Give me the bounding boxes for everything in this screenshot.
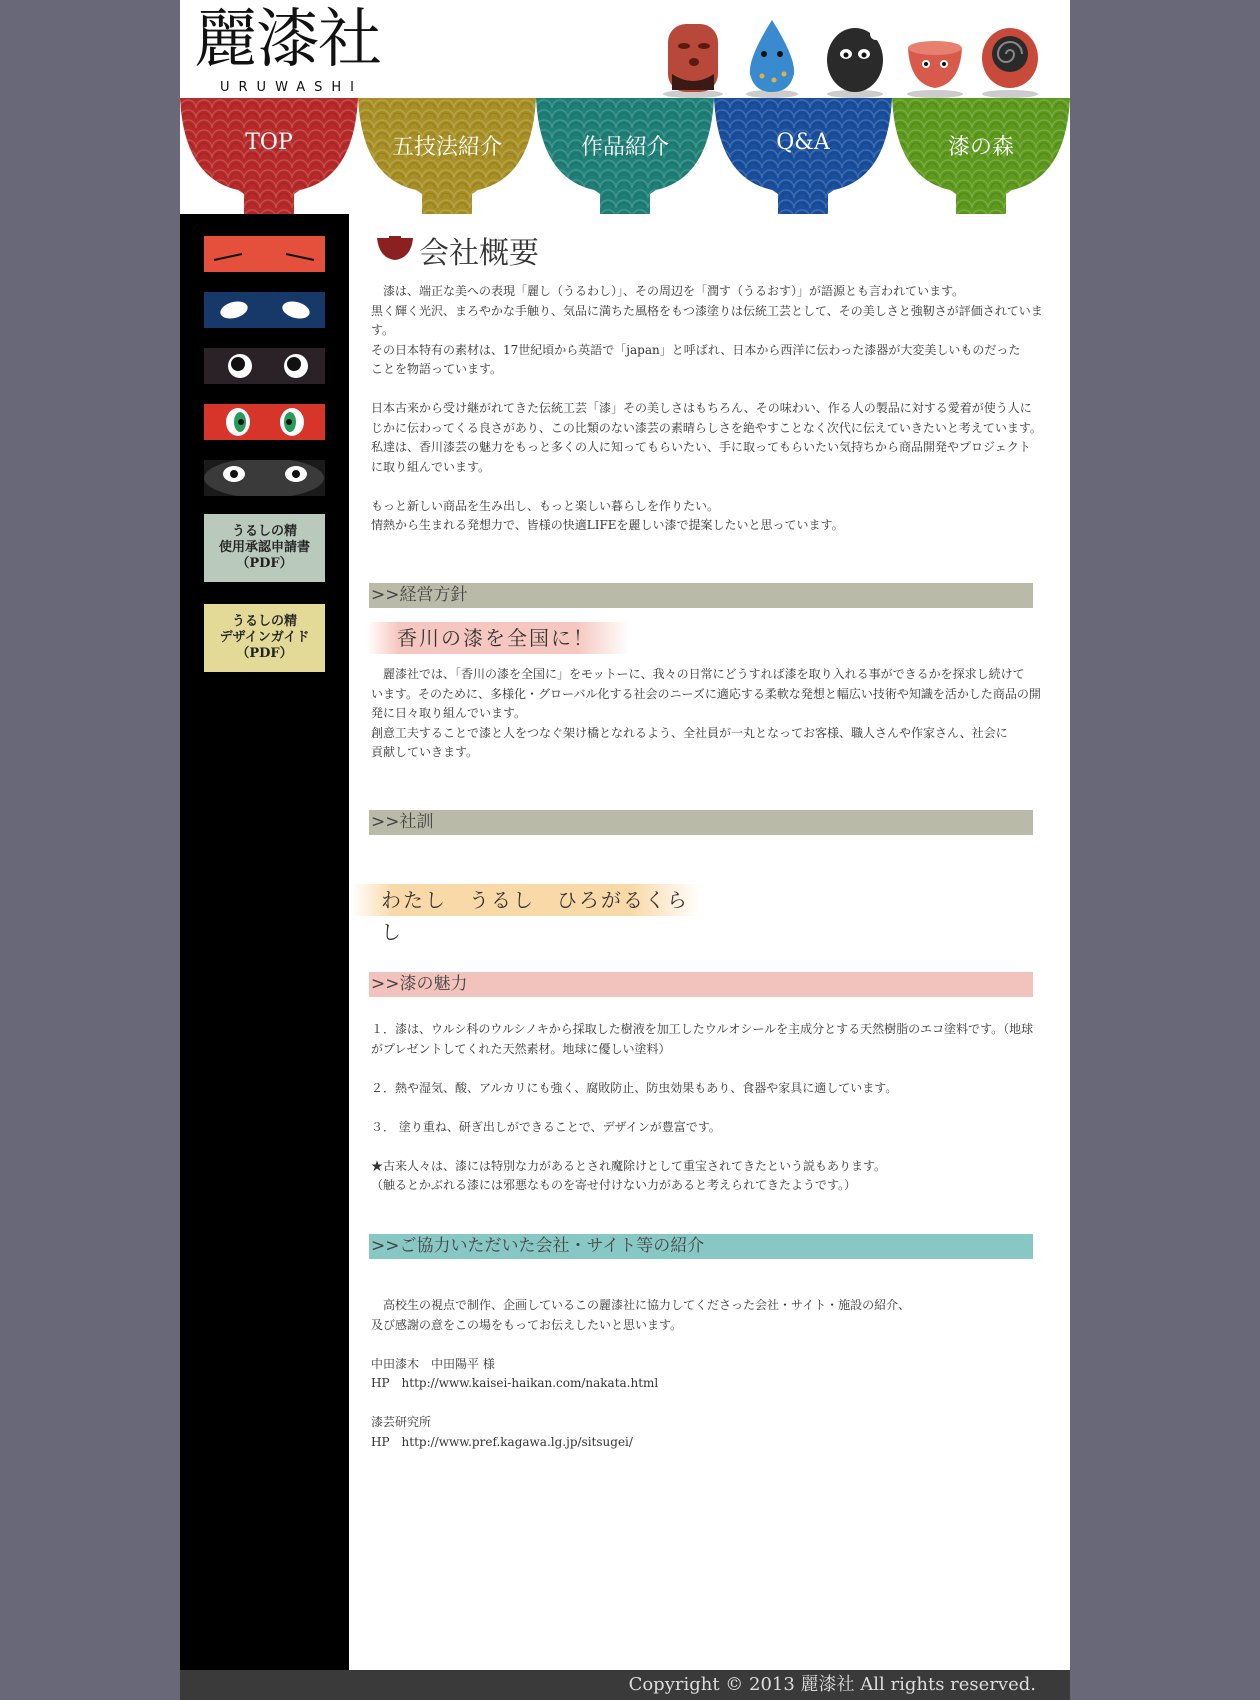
copyright-text: Copyright © 2013 麗漆社 All rights reserved. (628, 1674, 1036, 1695)
policy-motto: 香川の漆を全国に！ (367, 622, 629, 654)
policy-line: 創意工夫することで漆と人をつなぐ架け橋となれるよう、全社員が一丸となってお客様、職人さんや作家さん、社会に (371, 725, 1008, 740)
partners-line: HP http://www.pref.kagawa.lg.jp/sitsugei/ (371, 1434, 633, 1449)
sidebar-face-black-button[interactable] (204, 348, 325, 384)
pdf2-line2: デザインガイド (219, 630, 310, 645)
partners-line: 高校生の視点で制作、企画しているこの麗漆社に協力してくださった会社・サイト・施設の紹介、 (371, 1298, 911, 1312)
nav-item-top[interactable] (180, 98, 358, 214)
logo-subtitle: URUWASHI (220, 80, 363, 95)
charm-line: ★古来人々は、漆には特別な力があるとされ魔除けとして重宝されてきたという説もあります。 (371, 1158, 887, 1173)
logo[interactable]: 麗漆社 (194, 3, 380, 77)
policy-text (371, 665, 1051, 763)
nav-item-label: 五技法紹介 (391, 135, 502, 160)
sidebar-face-red-button[interactable] (204, 236, 325, 272)
partners-line (371, 1394, 1051, 1414)
pdf1-line1: うるしの精 (231, 524, 297, 539)
partners-line: 漆芸研究所 (371, 1415, 432, 1429)
pdf1-line2: 使用承認申請書 (218, 540, 310, 555)
charm-line: ３． 塗り重ね、研ぎ出しができることで、デザインが豊富です。 (371, 1119, 721, 1134)
creed-motto: わたし うるし ひろがるくらし (351, 884, 701, 916)
charm-line (371, 1137, 1051, 1157)
bowl-icon (377, 236, 413, 260)
nav-item-qa[interactable] (714, 98, 892, 214)
main-content (349, 214, 1070, 1670)
mascot-red-figure (658, 18, 728, 98)
pdf-application-form-link[interactable] (204, 514, 325, 582)
nav-item-label: 作品紹介 (580, 135, 669, 160)
section-heading-charm: >>漆の魅力 (369, 972, 1033, 997)
policy-line: 麗漆社では、「香川の漆を全国に」をモットーに、我々の日常にどうすれば漆を取り入れる事ができるかを探求し続けて (371, 667, 1025, 681)
charm-line: （触るとかぶれる漆には邪悪なものを寄せ付けない力があると考えられてきたようです。） (371, 1178, 857, 1192)
intro-line: その日本特有の素材は、17世紀頃から英語で「japan」と呼ばれ、日本から西洋に伝わった漆器が大変美しいものだった (371, 342, 1021, 357)
mascot-spiral-cup (975, 18, 1045, 98)
mascot-blue-drop (740, 18, 804, 98)
section-heading-creed: >>社訓 (369, 810, 1033, 835)
charm-line: ２．熱や湿気、酸、アルカリにも強く、腐敗防止、防虫効果もあり、食器や家具に適しています。 (371, 1080, 898, 1095)
nav-item-works[interactable] (536, 98, 714, 214)
pdf2-line1: うるしの精 (231, 614, 297, 629)
intro-line: もっと新しい商品を生み出し、もっと楽しい暮らしを作りたい。 (371, 498, 720, 513)
bowl-icon (714, 98, 892, 214)
footer (180, 1670, 1070, 1700)
nav-item-label: Q&A (776, 130, 830, 155)
page-container (180, 0, 1070, 1700)
partners-text (371, 1296, 1051, 1452)
policy-line: 貢献していきます。 (371, 745, 479, 759)
nav-item-techniques[interactable] (358, 98, 536, 214)
intro-line: 日本古来から受け継がれてきた伝統工芸「漆」その美しさはもちろん、その味わい、作る人の製品に対する愛着が使う人に (371, 401, 1032, 415)
nav-item-forest[interactable] (892, 98, 1070, 214)
section-heading-policy: >>経営方針 (369, 583, 1033, 608)
intro-line: 漆は、端正な美への表現「麗し（うるわし）」、その周辺を「潤す（うるおす）」が語源とも言われています。 (371, 284, 965, 298)
charm-line (371, 1098, 1051, 1118)
intro-line (371, 380, 1051, 400)
intro-line: じかに伝わってくる良さがあり、この比類のない漆芸の素晴らしさを絶やすことなく次代に伝えていきたいと考えています。 (371, 420, 1042, 435)
partners-line: 中田漆木 中田陽平 様 (371, 1356, 495, 1371)
main-navigation (180, 98, 1070, 214)
mascot-red-cup (900, 18, 970, 98)
partners-line: 及び感謝の意をこの場をもってお伝えしたいと思います。 (371, 1317, 683, 1332)
charm-text (371, 1020, 1051, 1196)
charm-line: １．漆は、ウルシ科のウルシノキから採取した樹液を加工したウルオシールを主成分とする天然樹脂のエコ塗料です。（地球 (371, 1022, 1034, 1036)
sidebar-face-spiral-button[interactable] (204, 460, 325, 496)
policy-line: います。そのために、多様化・グローバル化する社会のニーズに適応する柔軟な発想と幅広い技術や知識を活かした商品の開 (371, 686, 1041, 701)
section-heading-partners: >>ご協力いただいた会社・サイト等の紹介 (369, 1234, 1033, 1259)
pdf-design-guide-link[interactable] (204, 604, 325, 672)
intro-line (371, 477, 1051, 497)
mascot-black-figure (820, 18, 890, 98)
page-title: 会社概要 (419, 236, 539, 271)
pdf2-line3: （PDF） (236, 646, 293, 661)
partners-line (371, 1335, 1051, 1355)
intro-text (371, 282, 1051, 536)
pdf1-line3: （PDF） (236, 556, 293, 571)
intro-line: に取り組んでいます。 (371, 459, 491, 474)
intro-line: ことを物語っています。 (371, 362, 503, 376)
sidebar-face-green-eyes-button[interactable] (204, 404, 325, 440)
bowl-icon (180, 98, 358, 214)
nav-item-label: 漆の森 (947, 135, 1014, 160)
intro-line: 黒く輝く光沢、まろやかな手触り、気品に満ちた風格をもつ漆塗りは伝統工芸として、その美しさと強靭さが評価されています。 (371, 303, 1043, 337)
intro-line: 情熱から生まれる発想力で、皆様の快適LIFEを麗しい漆で提案したいと思っています。 (371, 518, 844, 532)
partners-line: HP http://www.kaisei-haikan.com/nakata.html (371, 1376, 659, 1390)
charm-line: がプレゼントしてくれた天然素材。地球に優しい塗料） (371, 1041, 671, 1056)
policy-line: 発に日々取り組んでいます。 (371, 706, 527, 720)
sidebar (180, 214, 349, 1670)
nav-item-label: TOP (245, 130, 293, 155)
sidebar-face-blue-button[interactable] (204, 292, 325, 328)
charm-line (371, 1059, 1051, 1079)
header (180, 0, 1070, 98)
intro-line: 私達は、香川漆芸の魅力をもっと多くの人に知ってもらいたい、手に取ってもらいたい気持ちから商品開発やプロジェクト (371, 440, 1031, 454)
